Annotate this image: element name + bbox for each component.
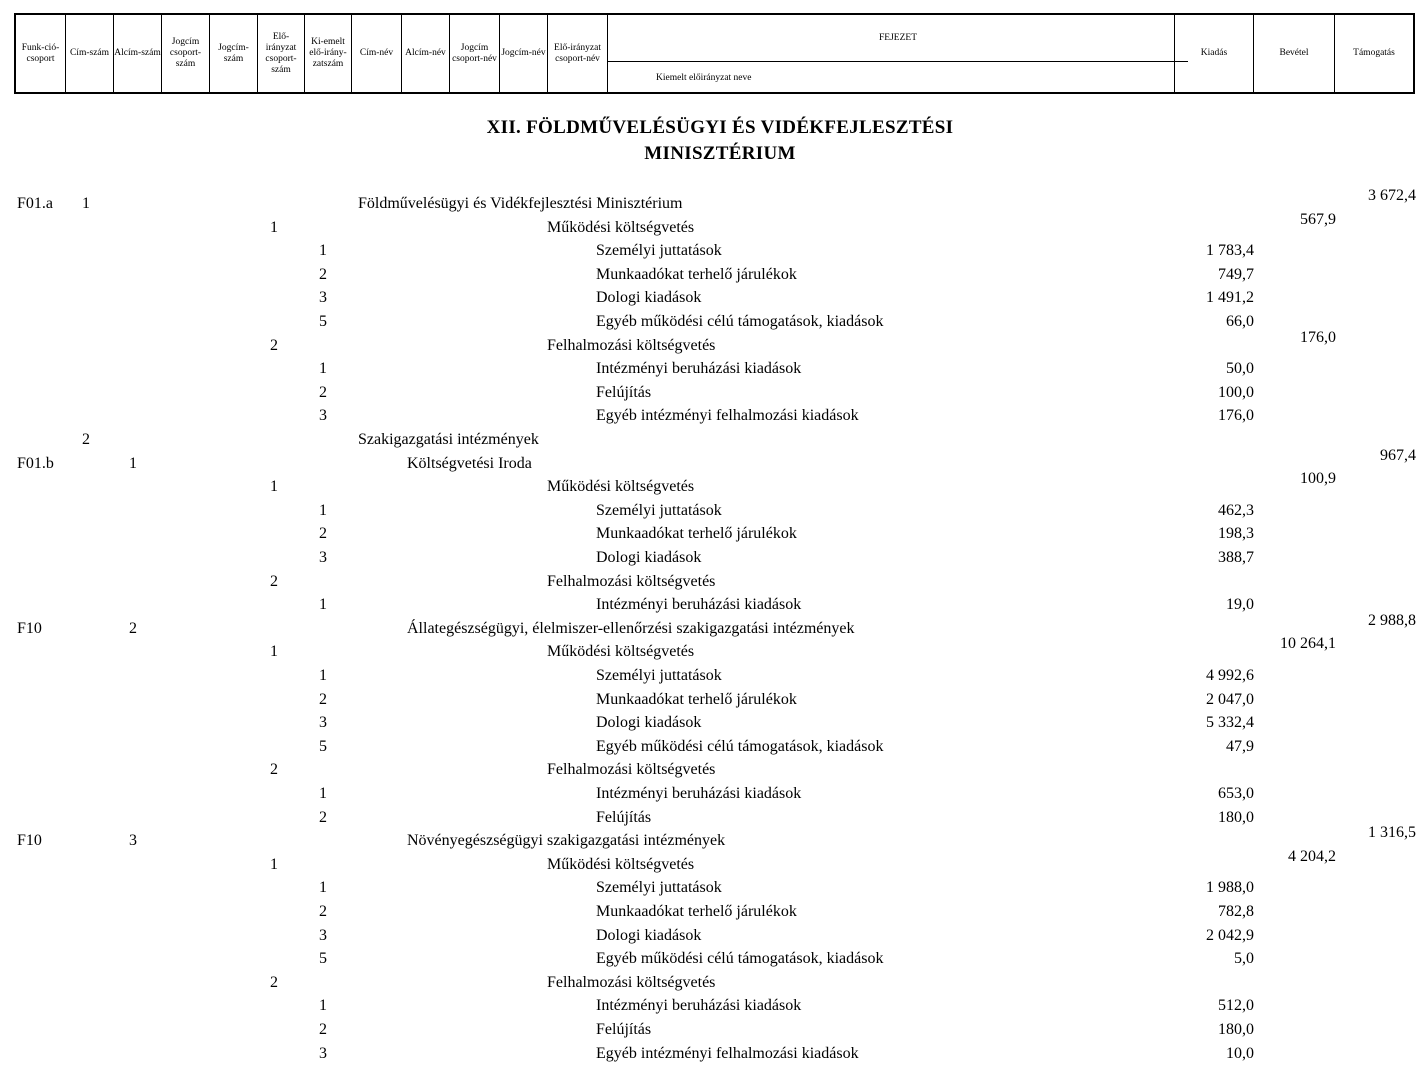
header-kiemelt-eloiranyzat-neve: Kiemelt előirányzat neve [656, 73, 752, 83]
table-row [0, 328, 1428, 357]
kiadas-cell: 180,0 [1218, 1021, 1254, 1038]
row-name-cell: Munkaadókat terhelő járulékok [596, 903, 797, 920]
row-name-cell: Felújítás [596, 808, 652, 826]
bevetel-cell: 176,0 [1300, 328, 1336, 346]
cim-szam-cell: 2 [82, 431, 90, 448]
alcim-szam-cell: 1 [129, 454, 137, 472]
jogcim-csoport-szam-cell: 1 [270, 218, 278, 236]
kiadas-cell: 749,7 [1218, 265, 1254, 283]
row-name-cell: Dologi kiadások [596, 549, 702, 566]
table-row [0, 570, 1428, 593]
cim-szam-cell: 1 [82, 195, 90, 212]
row-name-cell: Felhalmozási költségvetés [547, 572, 716, 590]
kiadas-cell: 198,3 [1218, 525, 1254, 543]
table-row [0, 806, 1428, 829]
kiadas-cell: 50,0 [1226, 360, 1254, 378]
header-bevetel: Bevétel [1254, 15, 1335, 92]
jogcim-csoport-szam-cell: 2 [270, 761, 278, 779]
tamogatas-cell: 2 988,8 [1368, 611, 1416, 629]
header-jogcim-nev: Jogcím-név [500, 15, 548, 92]
table-row [0, 446, 1428, 475]
row-name-cell: Egyéb működési célú támogatások, kiadások [596, 313, 884, 330]
table-row [0, 187, 1428, 215]
table-row [0, 357, 1428, 380]
row-name-cell: Működési költségvetés [547, 855, 695, 873]
row-name-cell: Felújítás [596, 383, 652, 401]
funkcio-csoport-cell: F10 [17, 832, 42, 850]
header-alcim-szam: Alcím-szám [114, 15, 162, 92]
table-row [0, 758, 1428, 781]
row-name-cell: Felhalmozási költségvetés [547, 336, 716, 354]
table-row [0, 522, 1428, 545]
jogcim-szam-cell: 3 [319, 549, 327, 566]
header-cim-nev: Cím-név [352, 15, 402, 92]
kiadas-cell: 100,0 [1218, 383, 1254, 401]
tamogatas-cell: 1 316,5 [1368, 824, 1416, 842]
row-name-cell: Működési költségvetés [547, 478, 695, 496]
funkcio-csoport-cell: F10 [17, 619, 42, 637]
header-eloiranyzat-csoport-nev: Elő-irányzat csoport-név [548, 15, 608, 92]
jogcim-szam-cell: 5 [319, 950, 327, 968]
row-name-cell: Személyi juttatások [596, 879, 722, 897]
table-row [0, 900, 1428, 923]
jogcim-szam-cell: 1 [319, 997, 327, 1015]
table-row [0, 239, 1428, 262]
table-row [0, 947, 1428, 970]
kiadas-cell: 1 783,4 [1206, 242, 1254, 260]
table-row [0, 1042, 1428, 1065]
bevetel-cell: 100,9 [1300, 470, 1336, 488]
row-name-cell: Működési költségvetés [547, 643, 695, 661]
jogcim-szam-cell: 3 [319, 926, 327, 944]
jogcim-csoport-szam-cell: 2 [270, 572, 278, 590]
tamogatas-cell: 3 672,4 [1368, 187, 1416, 204]
header-jogcim-csoport-nev: Jogcím csoport-név [450, 15, 500, 92]
row-name-cell: Működési költségvetés [547, 218, 695, 236]
row-name-cell: Költségvetési Iroda [407, 454, 532, 472]
jogcim-csoport-szam-cell: 1 [270, 643, 278, 661]
kiadas-cell: 5 332,4 [1206, 714, 1254, 732]
header-cim-szam: Cím-szám [66, 15, 114, 92]
table-row [0, 611, 1428, 640]
jogcim-szam-cell: 1 [319, 785, 327, 802]
jogcim-szam-cell: 3 [319, 1044, 327, 1062]
tamogatas-cell: 967,4 [1380, 446, 1416, 464]
table-row [0, 470, 1428, 498]
jogcim-szam-cell: 1 [319, 242, 327, 260]
kiadas-cell: 462,3 [1218, 501, 1254, 519]
document-title-line1: XII. FÖLDMŰVELÉSÜGYI ÉS VIDÉKFEJLESZTÉSI [486, 117, 954, 138]
row-name-cell: Dologi kiadások [596, 289, 702, 307]
table-row [0, 971, 1428, 994]
table-row [0, 782, 1428, 805]
header-alcim-nev: Alcím-név [402, 15, 450, 92]
bevetel-cell: 4 204,2 [1288, 847, 1336, 865]
jogcim-szam-cell: 3 [319, 407, 327, 425]
jogcim-szam-cell: 1 [319, 879, 327, 897]
row-name-cell: Személyi juttatások [596, 242, 722, 260]
row-name-cell: Munkaadókat terhelő járulékok [596, 265, 797, 283]
jogcim-szam-cell: 5 [319, 313, 327, 330]
kiadas-cell: 1 491,2 [1206, 289, 1254, 307]
funkcio-csoport-cell: F01.b [17, 454, 54, 472]
row-name-cell: Egyéb működési célú támogatások, kiadások [596, 950, 884, 968]
jogcim-szam-cell: 2 [319, 525, 327, 543]
row-name-cell: Egyéb intézményi felhalmozási kiadások [596, 1044, 859, 1062]
jogcim-csoport-szam-cell: 2 [270, 973, 278, 991]
header-jogcim-szam: Jogcím-szám [210, 15, 258, 92]
kiadas-cell: 180,0 [1218, 808, 1254, 826]
table-row [0, 546, 1428, 569]
header-kiadas: Kiadás [1174, 15, 1254, 92]
row-name-cell: Földművelésügyi és Vidékfejlesztési Minisztérium [358, 195, 683, 212]
row-name-cell: Egyéb intézményi felhalmozási kiadások [596, 407, 859, 425]
table-row [0, 210, 1428, 239]
jogcim-csoport-szam-cell: 1 [270, 855, 278, 873]
header-tamogatas: Támogatás [1353, 48, 1395, 58]
table-row [0, 924, 1428, 947]
table-row [0, 994, 1428, 1017]
jogcim-szam-cell: 3 [319, 714, 327, 732]
jogcim-szam-cell: 2 [319, 903, 327, 920]
document-title-line2: MINISZTÉRIUM [644, 143, 796, 164]
kiadas-cell: 66,0 [1226, 313, 1254, 330]
table-row [0, 635, 1428, 663]
row-name-cell: Intézményi beruházási kiadások [596, 360, 802, 378]
funkcio-csoport-cell: F01.a [17, 195, 53, 212]
table-row [0, 711, 1428, 734]
alcim-szam-cell: 2 [129, 619, 137, 637]
row-name-cell: Növényegészségügyi szakigazgatási intézmények [407, 832, 726, 850]
jogcim-szam-cell: 2 [319, 808, 327, 826]
row-name-cell: Egyéb működési célú támogatások, kiadások [596, 737, 884, 755]
table-row [0, 1018, 1428, 1041]
table-row [0, 381, 1428, 404]
jogcim-szam-cell: 1 [319, 501, 327, 519]
table-row [0, 499, 1428, 522]
jogcim-csoport-szam-cell: 1 [270, 478, 278, 496]
jogcim-szam-cell: 3 [319, 289, 327, 307]
row-name-cell: Személyi juttatások [596, 501, 722, 519]
row-name-cell: Felújítás [596, 1021, 652, 1038]
table-row [0, 876, 1428, 899]
jogcim-szam-cell: 1 [319, 596, 327, 614]
jogcim-szam-cell: 1 [319, 360, 327, 378]
kiadas-cell: 47,9 [1226, 737, 1254, 755]
kiadas-cell: 176,0 [1218, 407, 1254, 425]
kiadas-cell: 1 988,0 [1206, 879, 1254, 897]
row-name-cell: Intézményi beruházási kiadások [596, 785, 802, 802]
row-name-cell: Felhalmozási költségvetés [547, 973, 716, 991]
kiadas-cell: 512,0 [1218, 997, 1254, 1015]
row-name-cell: Intézményi beruházási kiadások [596, 997, 802, 1015]
table-row [0, 664, 1428, 687]
jogcim-szam-cell: 2 [319, 1021, 327, 1038]
table-row [0, 404, 1428, 427]
alcim-szam-cell: 3 [129, 832, 137, 850]
row-name-cell: Intézményi beruházási kiadások [596, 596, 802, 614]
jogcim-szam-cell: 2 [319, 383, 327, 401]
header-kiemelt-eloiranyzat-szam: Ki-emelt elő-irány-zatszám [305, 15, 352, 92]
row-name-cell: Személyi juttatások [596, 667, 722, 684]
row-name-cell: Szakigazgatási intézmények [358, 431, 539, 448]
row-name-cell: Állategészségügyi, élelmiszer-ellenőrzési szakigazgatási intézmények [407, 619, 855, 637]
kiadas-cell: 388,7 [1218, 549, 1254, 566]
table-row [0, 263, 1428, 286]
header-jogcim-csoport-szam: Jogcím csoport-szám [162, 15, 210, 92]
jogcim-csoport-szam-cell: 2 [270, 336, 278, 354]
column-header [14, 13, 1415, 94]
table-row [0, 847, 1428, 876]
row-name-cell: Felhalmozási költségvetés [547, 761, 716, 779]
row-name-cell: Dologi kiadások [596, 926, 702, 944]
kiadas-cell: 782,8 [1218, 903, 1254, 920]
table-row [0, 735, 1428, 758]
row-name-cell: Munkaadókat terhelő járulékok [596, 690, 797, 708]
table-row [0, 428, 1428, 451]
header-eloiranyzat-csoport-szam: Elő-irányzat csoport-szám [258, 15, 305, 92]
jogcim-szam-cell: 2 [319, 265, 327, 283]
header-fejezet: FEJEZET [879, 33, 917, 43]
jogcim-szam-cell: 2 [319, 690, 327, 708]
row-name-cell: Munkaadókat terhelő járulékok [596, 525, 797, 543]
table-row [0, 824, 1428, 852]
kiadas-cell: 2 047,0 [1206, 690, 1254, 708]
kiadas-cell: 5,0 [1234, 950, 1254, 968]
bevetel-cell: 567,9 [1300, 210, 1336, 228]
table-row [0, 310, 1428, 333]
kiadas-cell: 19,0 [1226, 596, 1254, 614]
header-divider [608, 61, 1188, 62]
table-row [0, 593, 1428, 616]
kiadas-cell: 10,0 [1226, 1044, 1254, 1062]
header-funkcio-csoport: Funk-ció-csoport [16, 15, 66, 92]
table-row [0, 286, 1428, 309]
jogcim-szam-cell: 5 [319, 737, 327, 755]
kiadas-cell: 653,0 [1218, 785, 1254, 802]
jogcim-szam-cell: 1 [319, 667, 327, 684]
kiadas-cell: 4 992,6 [1206, 667, 1254, 684]
row-name-cell: Dologi kiadások [596, 714, 702, 732]
kiadas-cell: 2 042,9 [1206, 926, 1254, 944]
bevetel-cell: 10 264,1 [1280, 635, 1336, 653]
table-row [0, 688, 1428, 711]
